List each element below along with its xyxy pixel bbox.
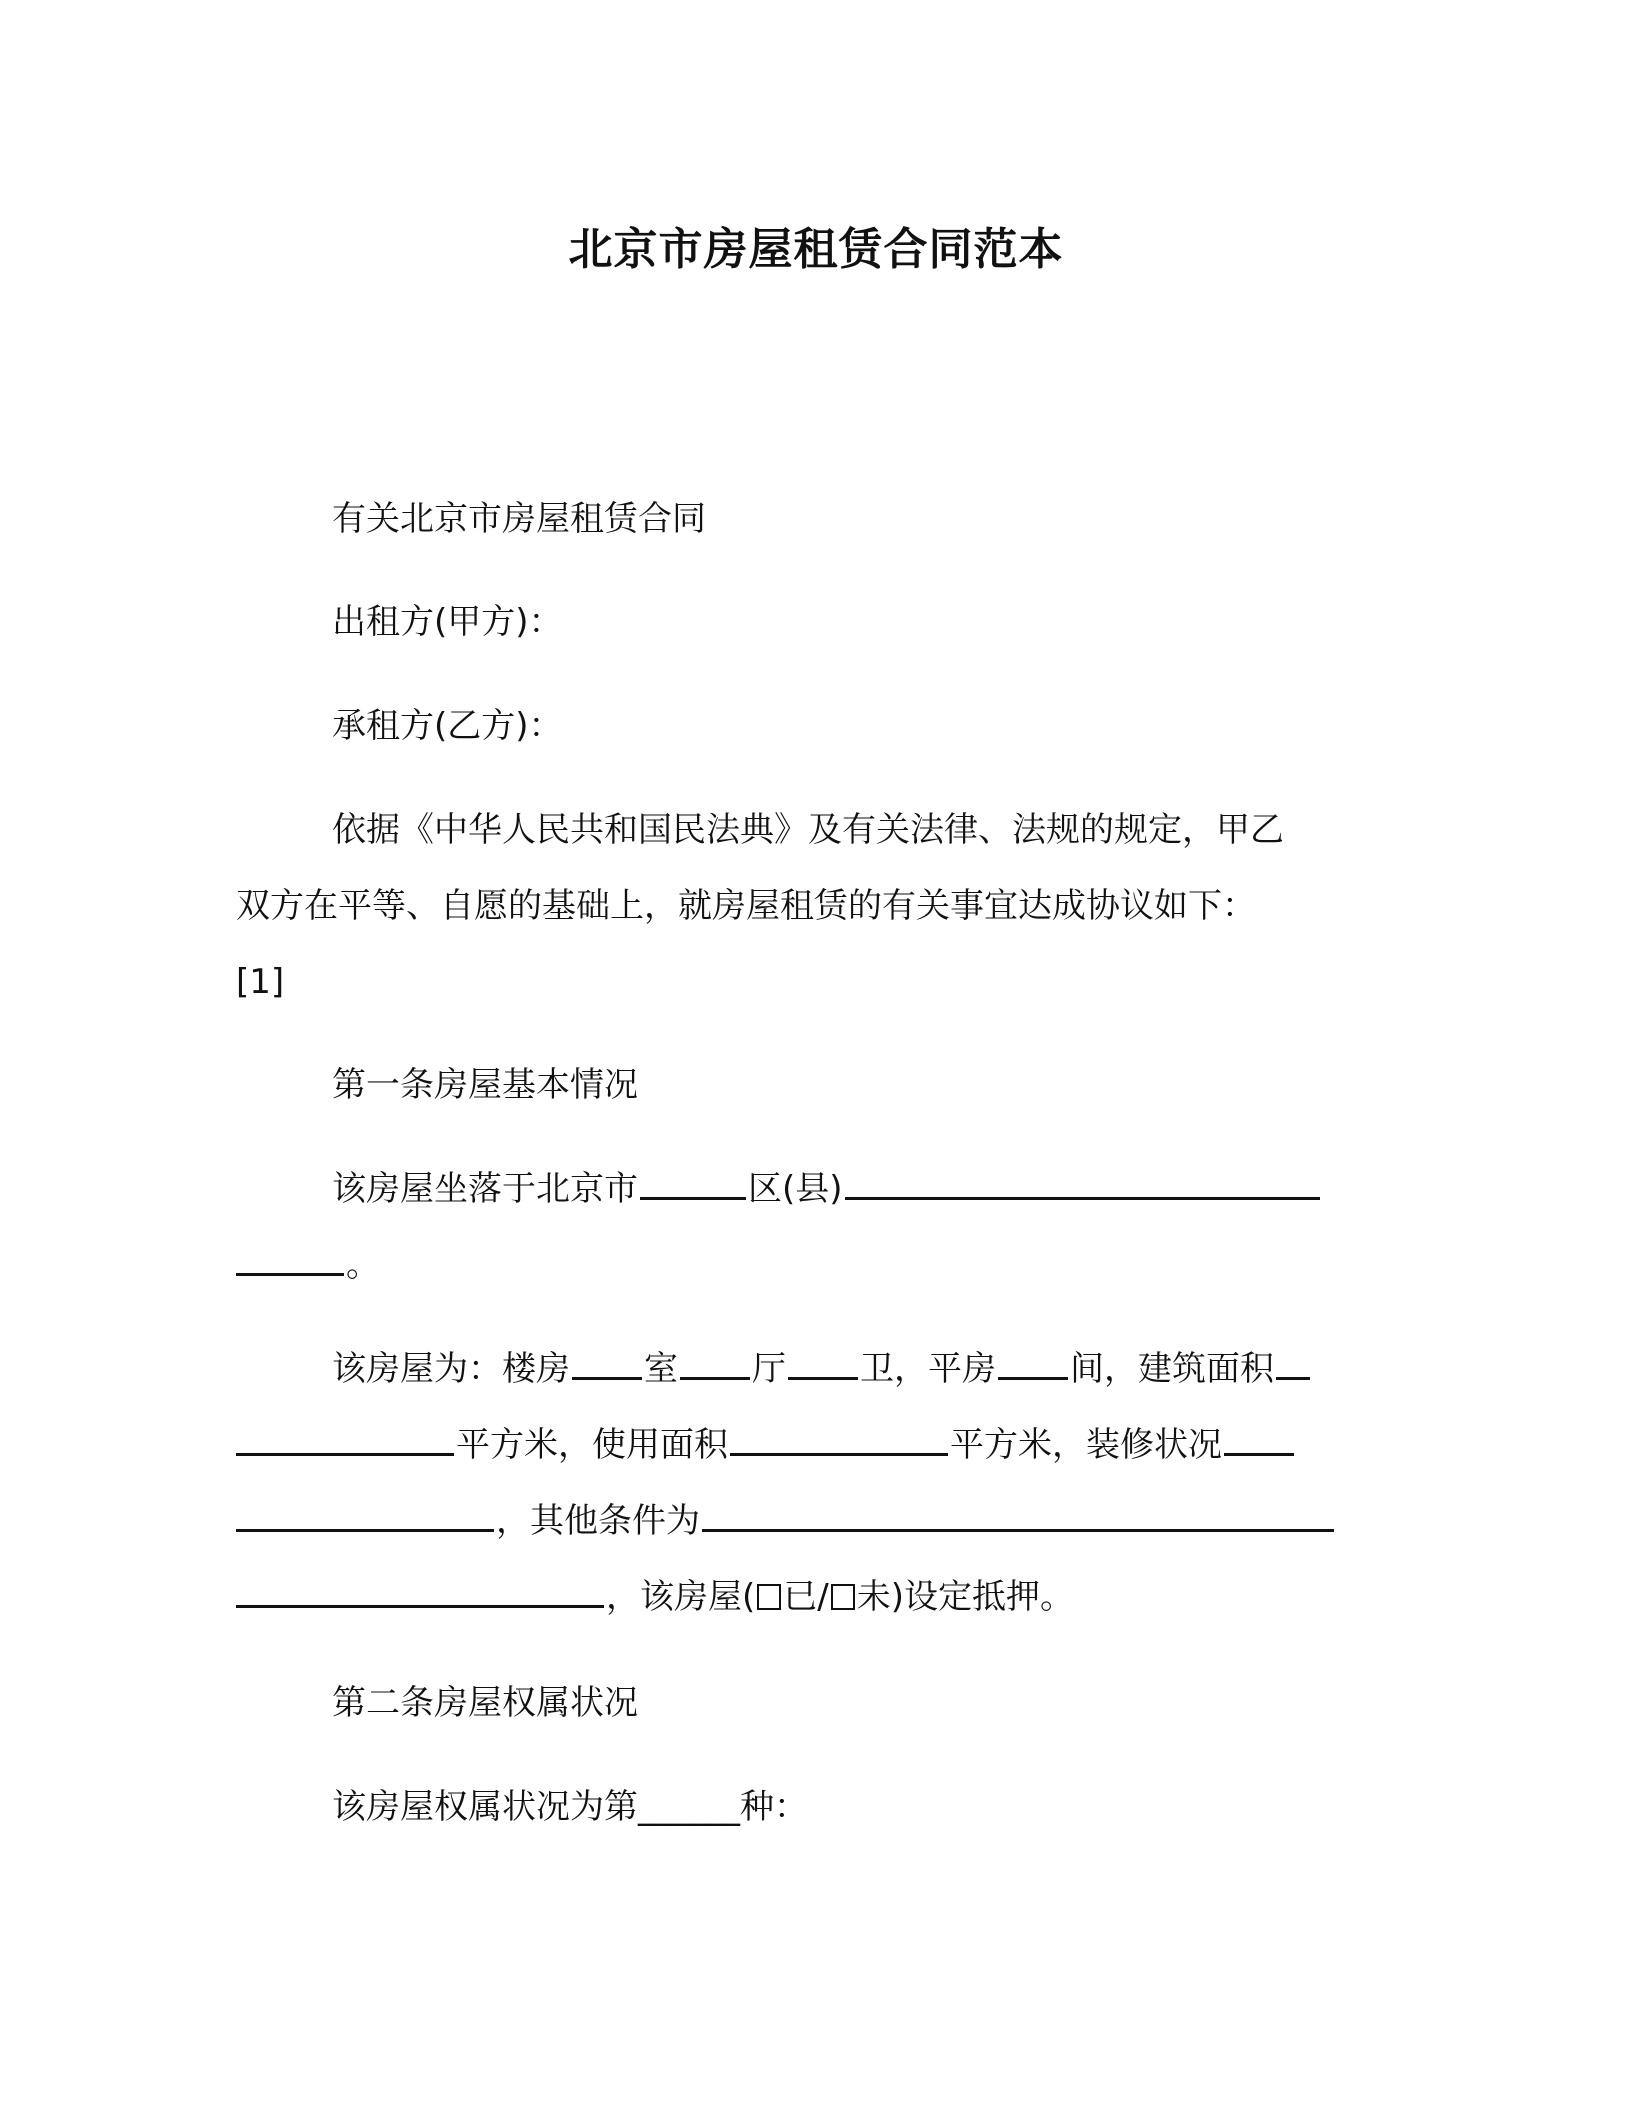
mortgage-yes: 已/ [783, 1577, 829, 1617]
area-blank-start [1276, 1347, 1310, 1380]
bath-blank [788, 1347, 858, 1380]
contract-subtitle: 有关北京市房屋租赁合同 [332, 499, 706, 539]
location-prefix: 该房屋坐落于北京市 [332, 1169, 638, 1209]
location-line-2 [236, 1243, 380, 1287]
intro-line-1: 依据《中华人民共和国民法典》及有关法律、法规的规定，甲乙 [332, 810, 1284, 850]
room-label: 室 [644, 1349, 678, 1389]
checkbox-mortgaged[interactable] [757, 1584, 781, 1610]
hall-label: 厅 [752, 1349, 786, 1389]
jian-label: 间，建筑面积 [1070, 1349, 1274, 1389]
party-a-label: 出租方(甲方)： [332, 602, 563, 642]
usable-area-blank [730, 1423, 948, 1456]
status-prefix: 该房屋权属状况为第 [332, 1787, 638, 1827]
sqm-1: 平方米，使用面积 [456, 1425, 728, 1465]
article-1-heading: 第一条房屋基本情况 [332, 1065, 638, 1105]
other-conditions-blank-cont [236, 1575, 604, 1608]
document-title: 北京市房屋租赁合同范本 [568, 224, 1064, 275]
checkbox-not-mortgaged[interactable] [831, 1584, 855, 1610]
address-blank-cont [236, 1243, 344, 1276]
mortgage-no: 未)设定抵押。 [856, 1577, 1074, 1617]
jian-blank [998, 1347, 1068, 1380]
room-blank [572, 1347, 642, 1380]
house-type-line [332, 1347, 1312, 1391]
footnote-ref: [1] [236, 962, 285, 1002]
house-prefix: 该房屋为：楼房 [332, 1349, 570, 1389]
building-area-blank [236, 1423, 454, 1456]
ownership-status-line [332, 1785, 808, 1829]
status-suffix: 种： [740, 1787, 808, 1827]
bath-label: 卫，平房 [860, 1349, 996, 1389]
other-conditions-label: ，其他条件为 [496, 1501, 700, 1541]
status-blank: ______ [638, 1787, 740, 1827]
decoration-blank [236, 1499, 494, 1532]
location-end: 。 [346, 1245, 380, 1285]
sqm-2: 平方米，装修状况 [950, 1425, 1222, 1465]
hall-blank [680, 1347, 750, 1380]
other-conditions-blank [702, 1499, 1334, 1532]
article-2-heading: 第二条房屋权属状况 [332, 1683, 638, 1723]
location-line [332, 1167, 1322, 1211]
district-label: 区(县) [748, 1169, 843, 1209]
intro-line-2: 双方在平等、自愿的基础上，就房屋租赁的有关事宜达成协议如下： [236, 886, 1256, 926]
party-b-label: 承租方(乙方)： [332, 706, 563, 746]
area-line [236, 1423, 1296, 1467]
mortgage-prefix: ，该房屋( [606, 1577, 756, 1617]
other-line [236, 1499, 1336, 1543]
address-blank [845, 1167, 1320, 1200]
decoration-blank-start [1224, 1423, 1294, 1456]
district-blank [640, 1167, 746, 1200]
mortgage-line [236, 1575, 1074, 1619]
